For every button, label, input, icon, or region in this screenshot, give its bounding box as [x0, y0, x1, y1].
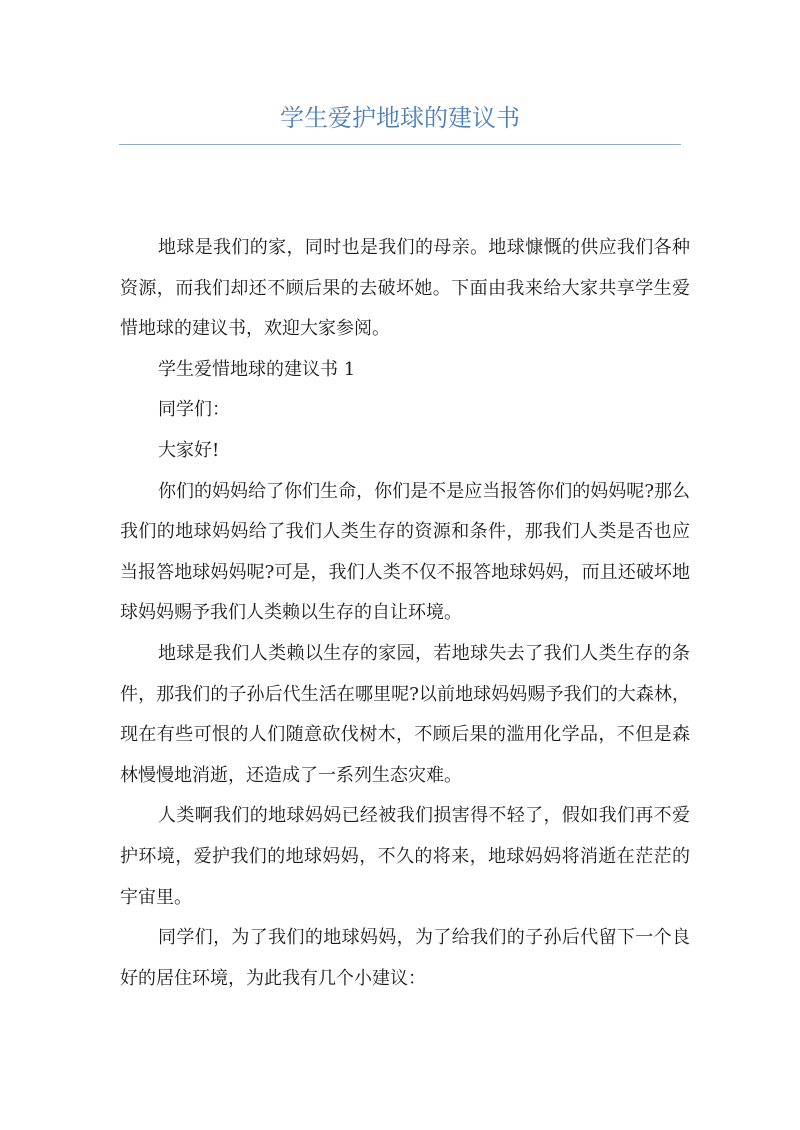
title-divider: [119, 144, 681, 145]
body-paragraph: 你们的妈妈给了你们生命，你们是不是应当报答你们的妈妈呢?那么我们的地球妈妈给了我们人类生存的资源和条件，那我们人类是否也应当报答地球妈妈呢?可是，我们人类不仅不报答地球妈妈，而且还破坏地球妈妈赐予我们人类赖以生存的自让环境。: [120, 480, 690, 624]
body-paragraph: 同学们，为了我们的地球妈妈，为了给我们的子孙后代留下一个良好的居住环境，为此我有几个小建议：: [120, 927, 690, 989]
greeting: 大家好!: [158, 439, 220, 461]
body-paragraph: 人类啊我们的地球妈妈已经被我们损害得不轻了，假如我们再不爱护环境，爱护我们的地球妈妈，不久的将来，地球妈妈将消逝在茫茫的宇宙里。: [120, 805, 690, 908]
body-paragraph: 地球是我们人类赖以生存的家园，若地球失去了我们人类生存的条件，那我们的子孙后代生活在哪里呢?以前地球妈妈赐予我们的大森林，现在有些可恨的人们随意砍伐树木，不顾后果的滥用化学品，不但是森林慢慢地消逝，还造成了一系列生态灾难。: [120, 642, 690, 786]
salutation: 同学们：: [158, 399, 230, 421]
section-heading: 学生爱惜地球的建议书 1: [158, 358, 356, 380]
intro-paragraph: 地球是我们的家，同时也是我们的母亲。地球慷慨的供应我们各种资源，而我们却还不顾后果的去破坏她。下面由我来给大家共享学生爱惜地球的建议书，欢迎大家参阅。: [120, 237, 690, 340]
page-title: 学生爱护地球的建议书: [280, 104, 520, 132]
document-body: [120, 228, 690, 999]
